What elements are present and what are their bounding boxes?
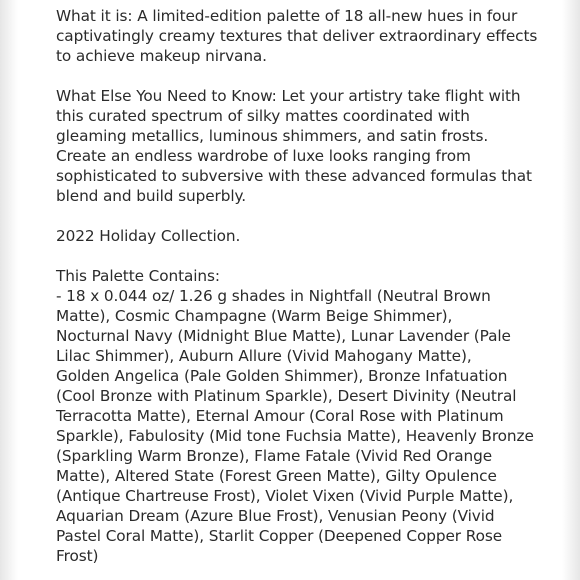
product-description [56, 6, 556, 566]
what-it-is-paragraph: What it is: A limited-edition palette of 18 all-new hues in four captivatingly creamy textures that deliver extraordinary effects to achieve makeup nirvana. [56, 7, 538, 65]
collection-paragraph: 2022 Holiday Collection. [56, 227, 241, 245]
what-else-paragraph: What Else You Need to Know: Let your artistry take flight with this curated spectrum of silky mattes coordinated with gleaming metallics, luminous shimmers, and satin frosts. Create an endless wardrobe of luxe looks ranging from sophisticated to subversive with these advanced formulas that blend and build superbly. [56, 87, 532, 205]
palette-contains-paragraph: This Palette Contains: - 18 x 0.044 oz/ 1.26 g shades in Nightfall (Neutral Brown Matte), Cosmic Champagne (Warm Beige Shimmer), Nocturnal Navy (Midnight Blue Matte), Lunar Lavender (Pale Lilac Shimmer), Auburn Allure (Vivid Mahogany Matte), Golden Angelica (Pale Golden Shimmer), Bronze Infatuation (Cool Bronze with Platinum Sparkle), Desert Divinity (Neutral Terracotta Matte), Eternal Amour (Coral Rose with Platinum Sparkle), Fabulosity (Mid tone Fuchsia Matte), Heavenly Bronze (Sparkling Warm Bronze), Flame Fatale (Vivid Red Orange Matte), Altered State (Forest Green Matte), Gilty Opulence (Antique Chartreuse Frost), Violet Vixen (Vivid Purple Matte), Aquarian Dream (Azure Blue Frost), Venusian Peony (Vivid Pastel Coral Matte), Starlit Copper (Deepened Copper Rose Frost) [56, 267, 534, 565]
